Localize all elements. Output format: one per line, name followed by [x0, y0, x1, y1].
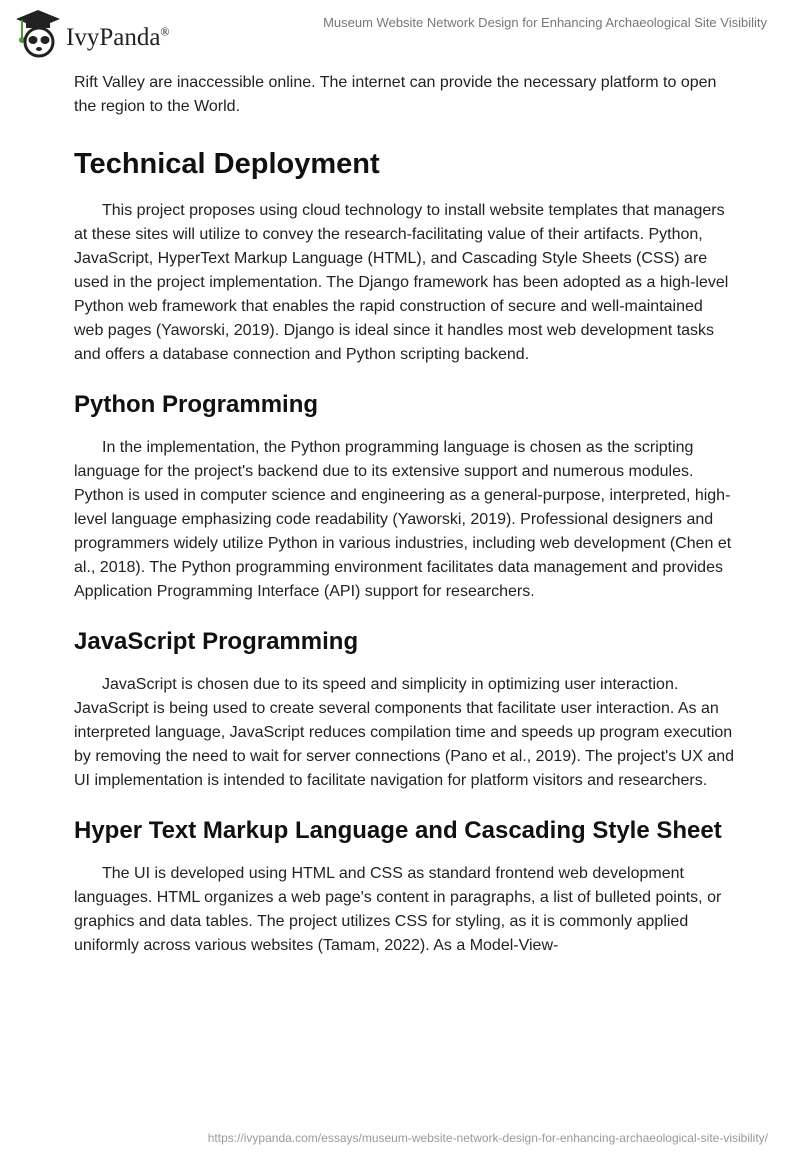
section-paragraph: The UI is developed using HTML and CSS as standard frontend web development languages. HTML organizes a web page's content in paragraphs, a list of bulleted points, or graphics and data tables. The project utilizes CSS for styling, as it is commonly applied uniformly across various websites (Tamam, 2022). As a Model-View-: [74, 865, 722, 954]
section-paragraph: In the implementation, the Python programming language is chosen as the scripting language for the project's backend due to its extensive support and numerous modules. Python is used in computer science and engineering as a general-purpose, interpreted, high-level language emphasizing code readability (Yaworski, 2019). Professional designers and programmers widely utilize Python in various industries, including web development (Chen et al., 2018). The Python programming environment facilitates data management and provides Application Programming Interface (API) support for researchers.: [74, 439, 732, 600]
brand-name: IvyPanda: [66, 24, 161, 51]
ivypanda-logo[interactable]: [14, 8, 170, 58]
panda-graduate-icon: [14, 8, 62, 58]
source-url[interactable]: https://ivypanda.com/essays/museum-website-network-design-for-enhancing-archaeological-site-visibility/: [207, 1131, 768, 1145]
intro-paragraph: Rift Valley are inaccessible online. The internet can provide the necessary platform to open the region to the World.: [74, 74, 717, 115]
section-heading: Technical Deployment: [74, 148, 380, 180]
section-heading: Hyper Text Markup Language and Cascading Style Sheet: [74, 817, 722, 844]
registered-mark: ®: [160, 24, 170, 39]
section-heading: JavaScript Programming: [74, 628, 359, 655]
running-title: Museum Website Network Design for Enhancing Archaeological Site Visibility: [323, 15, 767, 30]
section-paragraph: JavaScript is chosen due to its speed and simplicity in optimizing user interaction. JavaScript is being used to create several components that facilitate user interaction. As an interpreted language, JavaScript reduces compilation time and speeds up program execution by removing the need to wait for server connections (Pano et al., 2019). The project's UX and UI implementation is intended to facilitate navigation for platform visitors and researchers.: [74, 676, 735, 789]
article-body: [74, 71, 734, 958]
section-paragraph: This project proposes using cloud technology to install website templates that managers at these sites will utilize to convey the research-facilitating value of their artifacts. Python, JavaScript, HyperText Markup Language (HTML), and Cascading Style Sheets (CSS) are used in the project implementation. The Django framework has been adopted as a high-level Python web framework that enables the rapid construction of secure and well-maintained web pages (Yaworski, 2019). Django is ideal since it handles most web development tasks and offers a database connection and Python scripting backend.: [74, 202, 729, 363]
section-heading: Python Programming: [74, 391, 319, 418]
